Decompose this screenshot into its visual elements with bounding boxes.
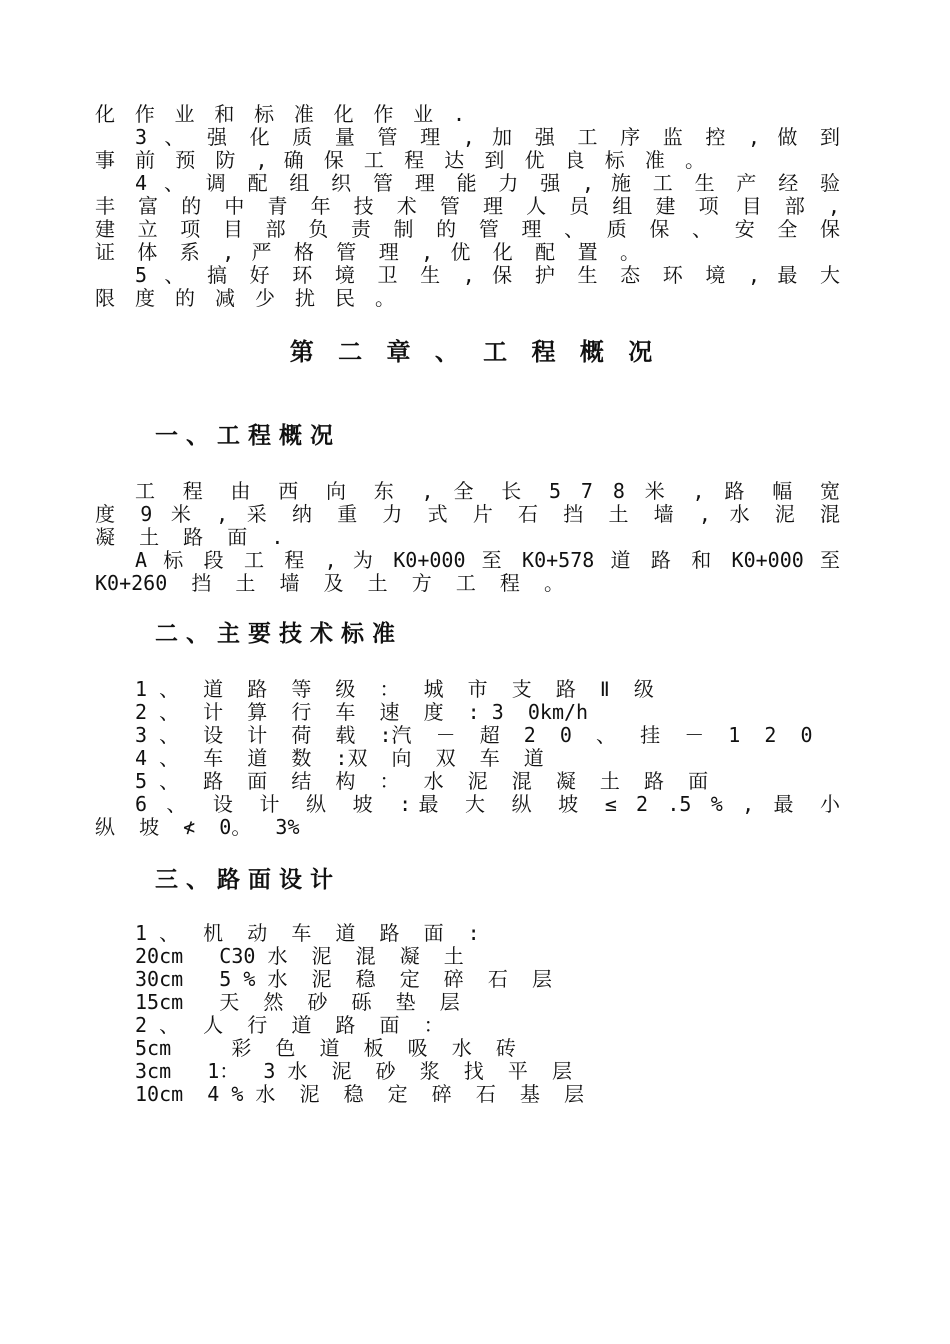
section-3-item-5: 2 、 人 行 道 路 面 ： [135,1013,444,1037]
section-3-item-4: 15cm 天 然 砂 砾 垫 层 [135,990,460,1014]
section-3-title: 三 、 路 面 设 计 [155,867,334,893]
section-2-item-2: 2 、 计 算 行 车 速 度 : 3 0km/h [135,700,589,724]
section-2-item-3: 3 、 设 计 荷 载 :汽 － 超 2 0 、 挂 － 1 2 0 [135,723,813,747]
chapter-title: 第 二 章 、 工 程 概 况 [289,338,661,366]
section-3-item-2: 20cm C30 水 泥 混 凝 土 [135,944,464,968]
intro-line-4: 4 、 调 配 组 织 管 理 能 力 强 , 施 工 生 产 经 验 [135,171,840,195]
section-1-title: 一 、 工 程 概 况 [155,423,334,449]
section-1-para-line-2: 度 9 米 , 采 纳 重 力 式 片 石 挡 土 墙 , 水 泥 混 [95,502,840,526]
section-2-item-1: 1 、 道 路 等 级 ： 城 市 支 路 Ⅱ 级 [135,677,654,701]
section-3-item-1: 1 、 机 动 车 道 路 面 : [135,921,480,945]
intro-line-9: 限 度 的 减 少 扰 民 。 [95,286,395,310]
intro-line-8: 5 、 搞 好 环 境 卫 生 , 保 护 生 态 环 境 , 最 大 [135,263,840,287]
section-3-item-7: 3cm 1： 3 水 泥 砂 浆 找 平 层 [135,1059,572,1083]
section-2-item-4: 4 、 车 道 数 :双 向 双 车 道 [135,746,544,770]
section-2-item-6-line-2: 纵 坡 ≮ 0。 3% [95,815,300,839]
section-2-item-5: 5 、 路 面 结 构 ： 水 泥 混 凝 土 路 面 [135,769,709,793]
section-1-para-line-1: 工 程 由 西 向 东 , 全 长 5 7 8 米 , 路 幅 宽 [135,479,840,503]
intro-line-1: 化 作 业 和 标 准 化 作 业 . [95,102,465,126]
section-3-item-6: 5cm 彩 色 道 板 吸 水 砖 [135,1036,516,1060]
section-2-item-6-line-1: 6 、 设 计 纵 坡 :最 大 纵 坡 ≤ 2 .5 % , 最 小 [135,792,840,816]
section-3-item-3: 30cm 5 % 水 泥 稳 定 碎 石 层 [135,967,552,991]
intro-line-5: 丰 富 的 中 青 年 技 术 管 理 人 员 组 建 项 目 部 , [95,194,840,218]
intro-line-7: 证 体 系 , 严 格 管 理 , 优 化 配 置 。 [95,240,640,264]
section-1-para-line-3: 凝 土 路 面 . [95,525,284,549]
intro-line-3: 事 前 预 防 , 确 保 工 程 达 到 优 良 标 准 。 [95,148,705,172]
section-1-para-line-4: A 标 段 工 程 , 为 K0+000 至 K0+578 道 路 和 K0+000 至 [135,548,840,572]
section-3-item-8: 10cm 4 % 水 泥 稳 定 碎 石 基 层 [135,1082,584,1106]
intro-line-2: 3 、 强 化 质 量 管 理 , 加 强 工 序 监 控 , 做 到 [135,125,840,149]
section-1-para-line-5: K0+260 挡 土 墙 及 土 方 工 程 。 [95,571,564,595]
intro-line-6: 建 立 项 目 部 负 责 制 的 管 理 、 质 保 、 安 全 保 [95,217,840,241]
section-2-title: 二 、 主 要 技 术 标 准 [155,621,396,647]
